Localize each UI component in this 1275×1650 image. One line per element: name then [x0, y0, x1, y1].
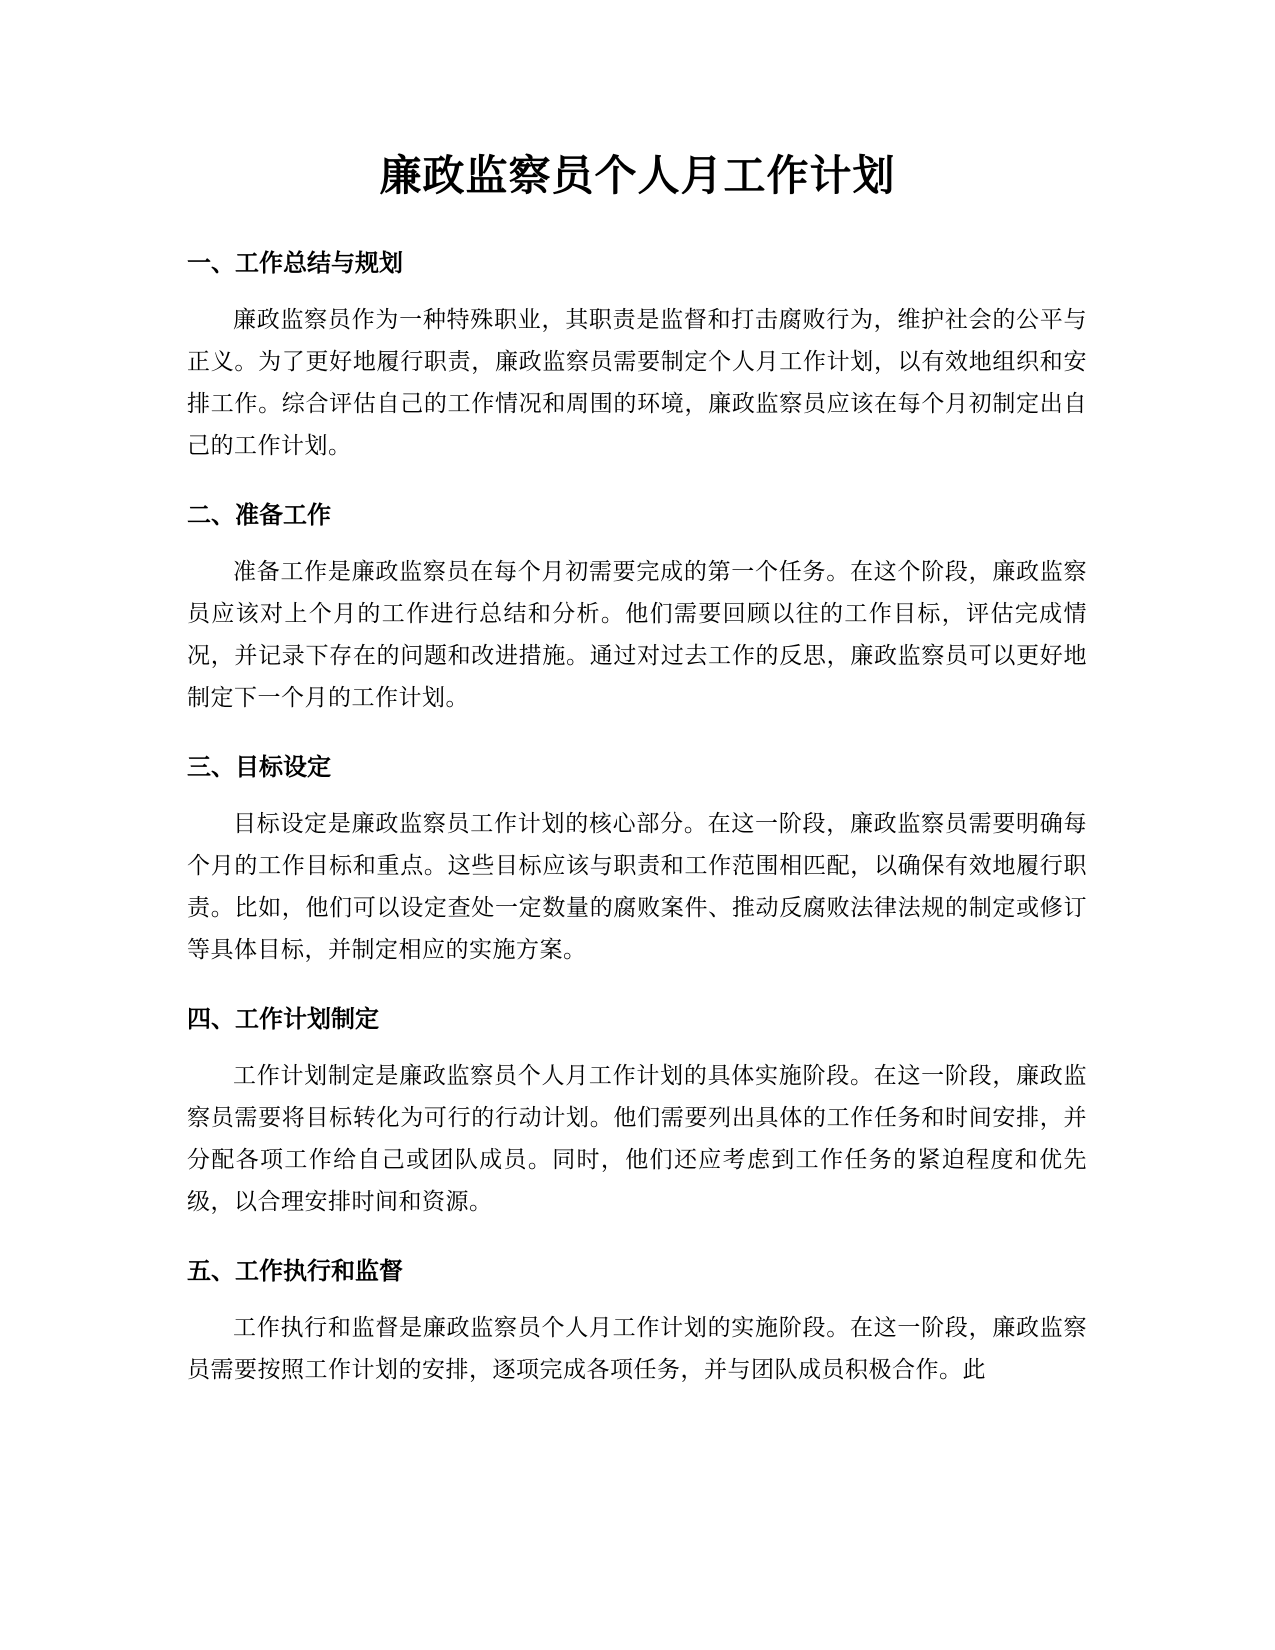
section-preparation [187, 495, 1087, 719]
section-heading: 一、工作总结与规划 [187, 249, 403, 277]
section-plan-making [187, 999, 1087, 1223]
section-goal-setting [187, 747, 1087, 971]
section-paragraph: 工作执行和监督是廉政监察员个人月工作计划的实施阶段。在这一阶段，廉政监察员需要按照工作计划的安排，逐项完成各项任务，并与团队成员积极合作。此 [187, 1315, 1087, 1383]
section-work-summary [187, 243, 1087, 467]
section-execution-supervision [187, 1251, 1087, 1391]
section-heading: 三、目标设定 [187, 753, 331, 781]
document-title: 廉政监察员个人月工作计划 [379, 151, 896, 200]
section-heading: 二、准备工作 [187, 501, 331, 529]
document-content [187, 243, 1087, 1419]
section-heading: 五、工作执行和监督 [187, 1257, 403, 1285]
section-heading: 四、工作计划制定 [187, 1005, 379, 1033]
section-paragraph: 廉政监察员作为一种特殊职业，其职责是监督和打击腐败行为，维护社会的公平与正义。为了更好地履行职责，廉政监察员需要制定个人月工作计划，以有效地组织和安排工作。综合评估自己的工作情况和周围的环境，廉政监察员应该在每个月初制定出自己的工作计划。 [187, 307, 1087, 459]
section-paragraph: 目标设定是廉政监察员工作计划的核心部分。在这一阶段，廉政监察员需要明确每个月的工作目标和重点。这些目标应该与职责和工作范围相匹配，以确保有效地履行职责。比如，他们可以设定查处一定数量的腐败案件、推动反腐败法律法规的制定或修订等具体目标，并制定相应的实施方案。 [187, 811, 1087, 963]
section-paragraph: 工作计划制定是廉政监察员个人月工作计划的具体实施阶段。在这一阶段，廉政监察员需要将目标转化为可行的行动计划。他们需要列出具体的工作任务和时间安排，并分配各项工作给自己或团队成员。同时，他们还应考虑到工作任务的紧迫程度和优先级，以合理安排时间和资源。 [187, 1063, 1087, 1215]
section-paragraph: 准备工作是廉政监察员在每个月初需要完成的第一个任务。在这个阶段，廉政监察员应该对上个月的工作进行总结和分析。他们需要回顾以往的工作目标，评估完成情况，并记录下存在的问题和改进措施。通过对过去工作的反思，廉政监察员可以更好地制定下一个月的工作计划。 [187, 559, 1087, 711]
